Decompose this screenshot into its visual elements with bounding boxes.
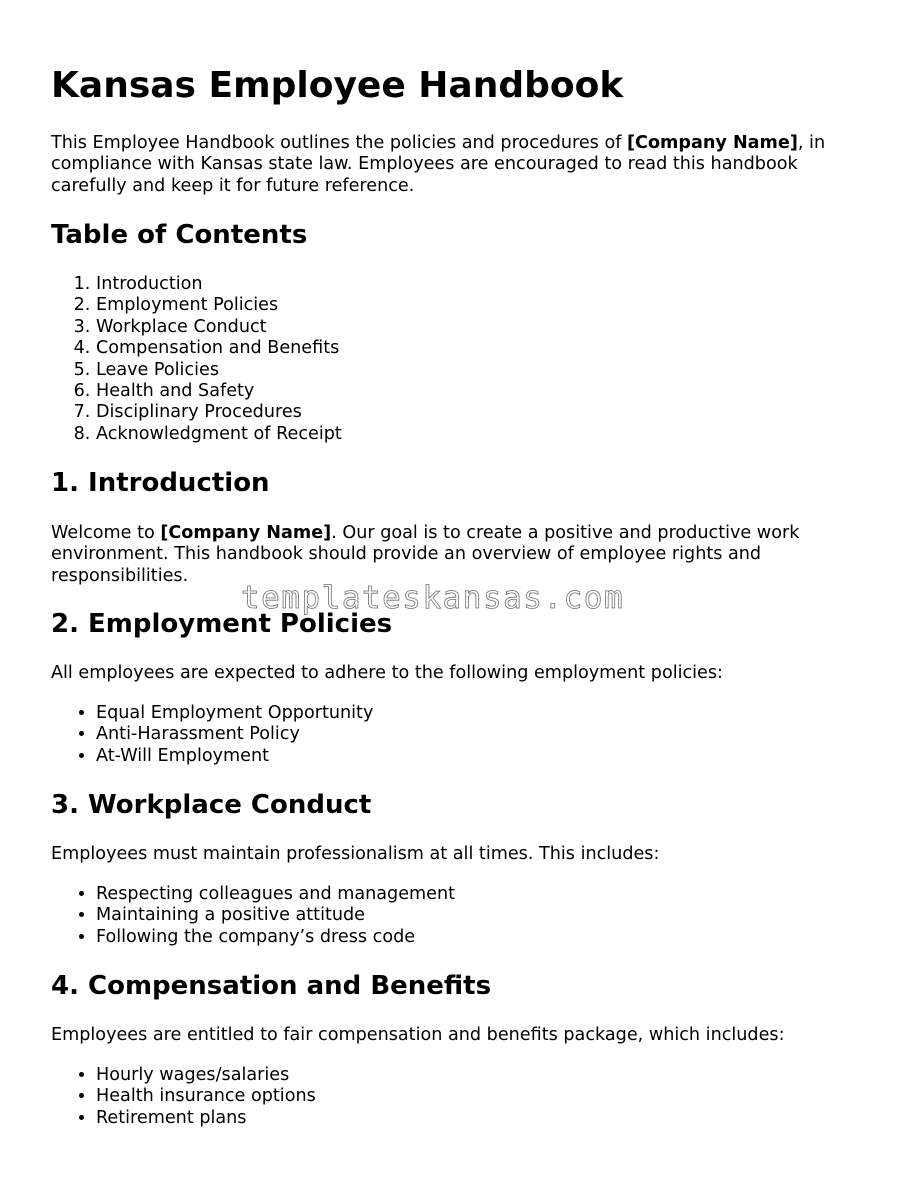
page-title: Kansas Employee Handbook bbox=[51, 65, 624, 106]
toc-item: 8. Acknowledgment of Receipt bbox=[96, 424, 342, 445]
section-heading-workplace-conduct: 3. Workplace Conduct bbox=[51, 790, 372, 820]
company-name-placeholder: [Company Name] bbox=[627, 133, 798, 153]
intro-text-after: , in compliance with Kansas state law. Employees are encouraged to read this handbook carefully and keep it for future reference. bbox=[51, 133, 826, 196]
list-item: • Following the company’s dress code bbox=[96, 927, 455, 948]
list-item: • Health insurance options bbox=[96, 1086, 316, 1107]
introduction-paragraph bbox=[51, 523, 861, 587]
list-item: • At-Will Employment bbox=[96, 746, 373, 767]
list-item: • Maintaining a positive attitude bbox=[96, 905, 455, 926]
list-item: • Anti-Harassment Policy bbox=[96, 724, 373, 745]
employment-policies-list bbox=[51, 703, 373, 767]
section-heading-employment-policies: 2. Employment Policies bbox=[51, 609, 393, 639]
toc-list bbox=[51, 274, 342, 445]
compensation-paragraph: Employees are entitled to fair compensation and benefits package, which includes: bbox=[51, 1025, 785, 1045]
company-name-placeholder: [Company Name] bbox=[160, 523, 332, 543]
toc-item: 1. Introduction bbox=[96, 274, 342, 295]
toc-item: 7. Disciplinary Procedures bbox=[96, 402, 342, 423]
toc-item: 4. Compensation and Benefits bbox=[96, 338, 342, 359]
list-item: • Retirement plans bbox=[96, 1108, 316, 1129]
toc-item: 5. Leave Policies bbox=[96, 360, 342, 381]
section-heading-compensation-benefits: 4. Compensation and Benefits bbox=[51, 971, 492, 1001]
intro-text-before: This Employee Handbook outlines the policies and procedures of bbox=[51, 133, 627, 153]
toc-item: 6. Health and Safety bbox=[96, 381, 342, 402]
workplace-conduct-paragraph: Employees must maintain professionalism at all times. This includes: bbox=[51, 844, 660, 864]
watermark: templateskansas.com bbox=[241, 580, 625, 616]
list-item: • Respecting colleagues and management bbox=[96, 884, 455, 905]
list-item: • Equal Employment Opportunity bbox=[96, 703, 373, 724]
welcome-text-before: Welcome to bbox=[51, 523, 161, 543]
section-heading-introduction: 1. Introduction bbox=[51, 468, 270, 498]
compensation-list bbox=[51, 1065, 316, 1129]
toc-item: 3. Workplace Conduct bbox=[96, 317, 342, 338]
intro-paragraph bbox=[51, 133, 861, 197]
welcome-text-after: . Our goal is to create a positive and productive work environment. This handbook should provide an overview of employee rights and responsibilities. bbox=[51, 523, 800, 586]
workplace-conduct-list bbox=[51, 884, 455, 948]
list-item: • Hourly wages/salaries bbox=[96, 1065, 316, 1086]
employment-policies-paragraph: All employees are expected to adhere to the following employment policies: bbox=[51, 663, 723, 683]
toc-item: 2. Employment Policies bbox=[96, 295, 342, 316]
toc-heading: Table of Contents bbox=[51, 220, 308, 250]
